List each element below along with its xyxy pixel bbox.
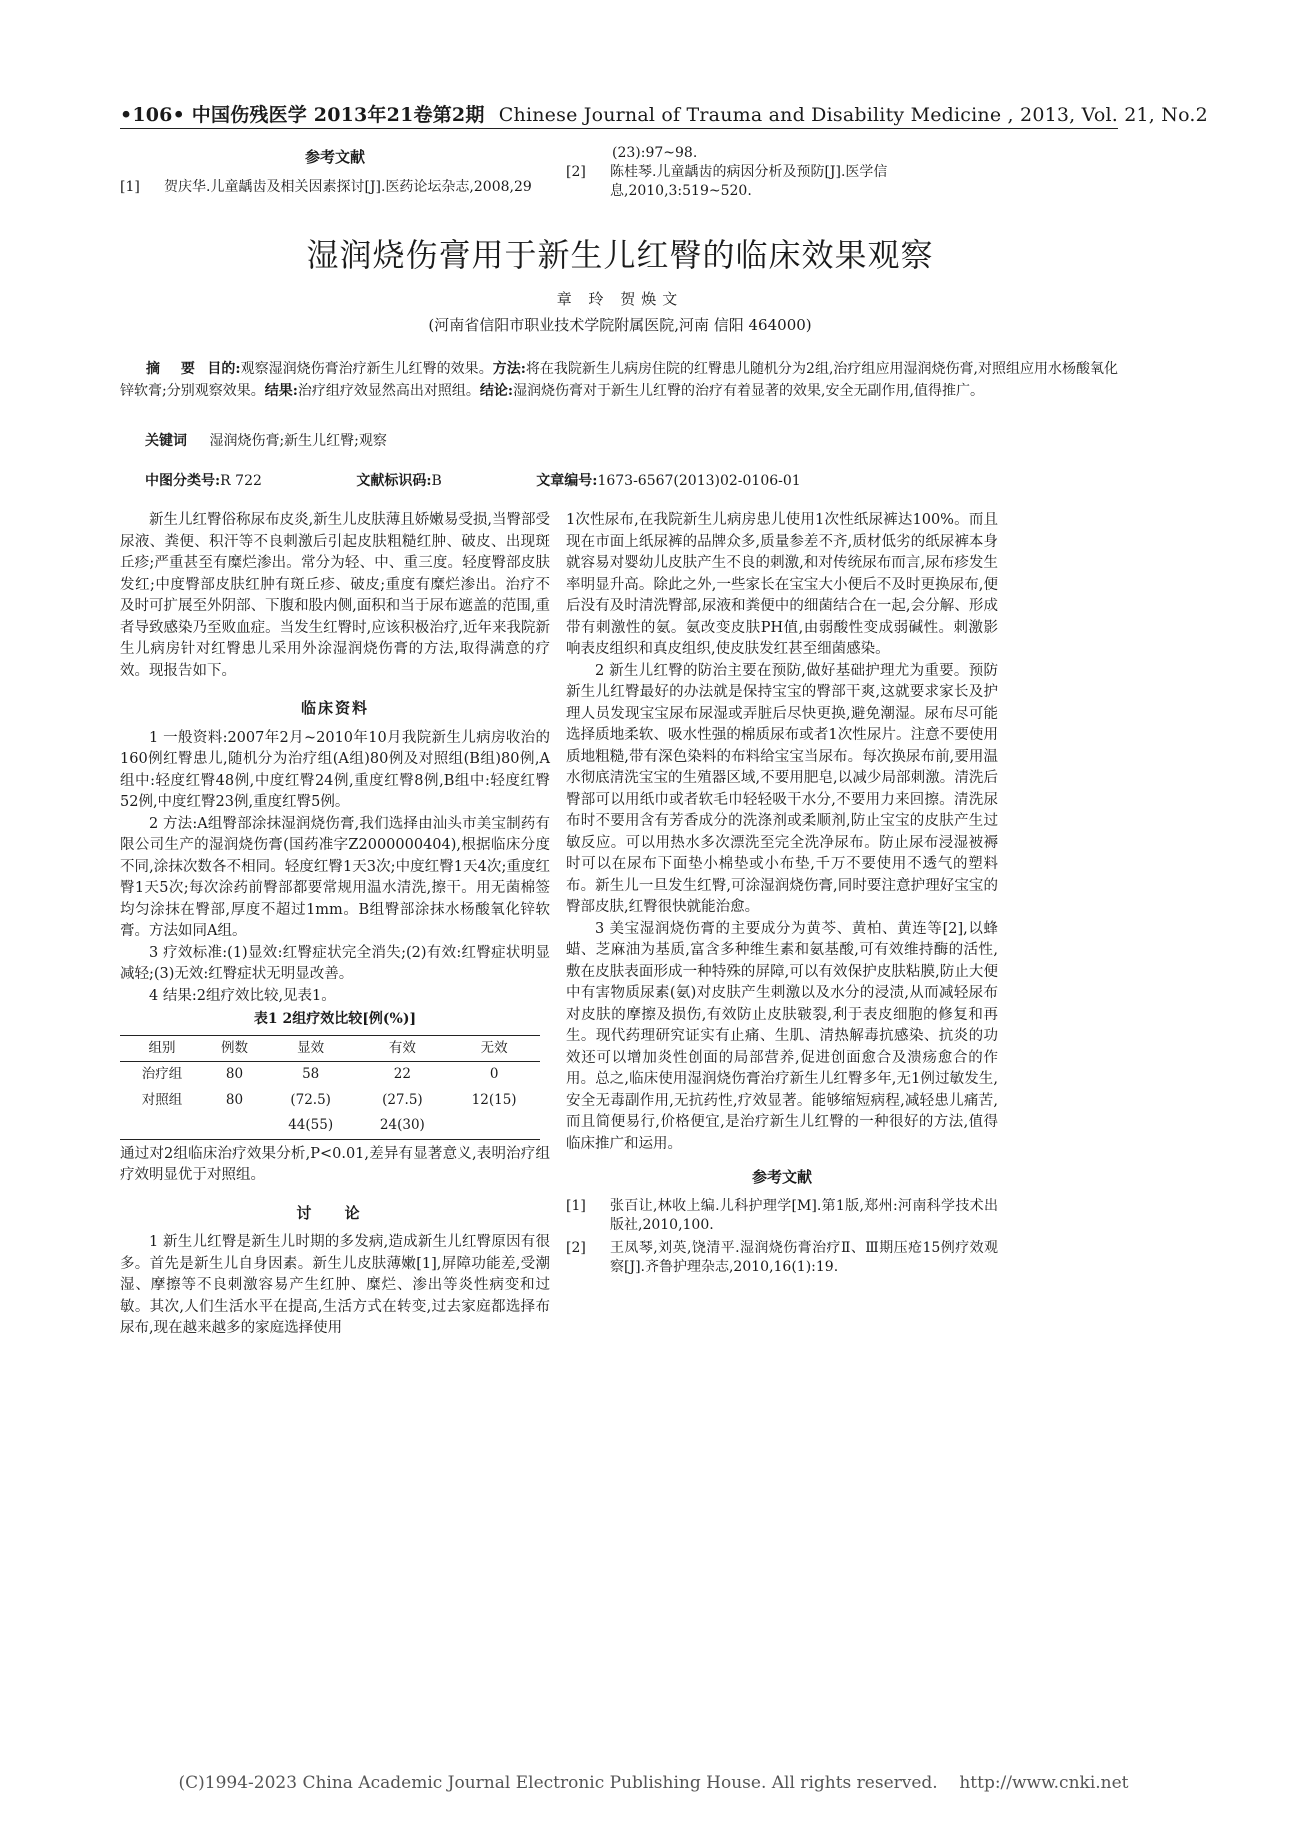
table-cell: 80 <box>225 1091 244 1108</box>
paragraph-results: 4 结果:2组疗效比较,见表1。 <box>149 987 336 1004</box>
header-rule <box>120 128 1118 129</box>
intro-paragraph: 新生儿红臀俗称尿布皮炎,新生儿皮肤薄且娇嫩易受损,当臀部受尿液、粪便、积汗等不良刺激后引起皮肤粗糙红肿、破皮、出现斑丘疹;严重甚至有糜烂渗出。常分为轻、中、重三度。轻度臀部皮肤发红;中度臀部皮肤红肿有斑丘疹、破皮;重度有糜烂渗出。治疗不及时可扩展至外阴部、下腹和股内侧,面积和当于尿布遮盖的范围,重者导致感染乃至败血症。当发生红臀时,应该积极治疗,近年来我院新生儿病房针对红臀患儿采用外涂湿润烧伤膏的方法,取得满意的疗效。现报告如下。 <box>120 512 550 679</box>
table-cell <box>204 1113 265 1139</box>
copyright-footer: (C)1994-2023 China Academic Journal Electronic Publishing House. All rights reserved. http://www.cnki.net <box>178 1773 1129 1793</box>
table-cell: 对照组 <box>141 1091 183 1108</box>
results-table <box>120 1035 540 1140</box>
running-header <box>120 100 1208 127</box>
table-cell: 44(55) <box>288 1117 334 1133</box>
article-title: 湿润烧伤膏用于新生儿红臀的临床效果观察 <box>306 236 934 274</box>
discussion-1-cont: 1次性尿布,在我院新生儿病房患儿使用1次性纸尿裤达100%。而且现在市面上纸尿裤的品牌众多,质量参差不齐,质材低劣的纸尿裤本身就容易对婴幼儿皮肤产生不良的刺激,和对传统尿布而言,尿布疹发生率明显升高。除此之外,一些家长在宝宝大小便后不及时更换尿布,便后没有及时清洗臀部,尿液和粪便中的细菌结合在一起,会分解、形成带有刺激性的氨。氨改变皮肤PH值,由弱酸性变成弱碱性。刺激影响表皮组织和真皮组织,使皮肤发红甚至细菌感染。 <box>566 512 998 657</box>
table-row <box>120 1088 540 1114</box>
doc-label: 文献标识码: <box>356 473 432 489</box>
abstract-result-label: 结果: <box>264 383 298 399</box>
doc-value: B <box>431 473 442 489</box>
table-cell: 12(15) <box>471 1091 517 1108</box>
article-affiliation: (河南省信阳市职业技术学院附属医院,河南 信阳 464000) <box>428 316 812 334</box>
table-row <box>120 1062 540 1088</box>
reference-text: 张百让,林收上编.儿科护理学[M].第1版,郑州:河南科学技术出版社,2010,100. <box>610 1197 998 1233</box>
table-cell: 22 <box>393 1066 411 1082</box>
table-cell: (27.5) <box>382 1091 423 1108</box>
table-title: 表1 2组疗效比较[例(%)] <box>253 1011 417 1027</box>
table-row <box>120 1113 540 1139</box>
top-refs-heading: 参考文献 <box>304 148 365 166</box>
table-cell <box>120 1113 204 1139</box>
classification-line <box>145 470 1105 490</box>
table-cell: (72.5) <box>290 1091 331 1108</box>
section-discussion: 讨 论 <box>296 1203 374 1222</box>
abstract-method-label: 方法: <box>492 361 526 377</box>
top-ref-1-num: [1] <box>120 179 140 195</box>
keywords: 湿润烧伤膏;新生儿红臀;观察 <box>209 433 387 449</box>
refs-heading: 参考文献 <box>751 1168 812 1186</box>
abstract-conclusion: 湿润烧伤膏对于新生儿红臀的治疗有着显著的效果,安全无副作用,值得推广。 <box>513 383 984 399</box>
th-ineffective: 无效 <box>480 1039 508 1056</box>
table-cell: 58 <box>302 1066 320 1082</box>
top-ref-2 <box>566 163 991 201</box>
th-cases: 例数 <box>220 1039 248 1056</box>
abstract-label: 摘 要 <box>146 361 203 377</box>
reference-item <box>566 1197 998 1235</box>
table-cell: 0 <box>489 1066 499 1082</box>
header-cn: •106• 中国伤残医学 2013年21卷第2期 <box>120 104 485 126</box>
paragraph-general: 1 一般资料:2007年2月~2010年10月我院新生儿病房收治的160例红臀患儿,随机分为治疗组(A组)80例及对照组(B组)80例,A组中:轻度红臀48例,中度红臀24例,重度红臀8例,B组中:轻度红臀52例,中度红臀23例,重度红臀5例。 <box>120 729 550 810</box>
reference-text: 王凤琴,刘英,饶清平.湿润烧伤膏治疗Ⅱ、Ⅲ期压疮15例疗效观察[J].齐鲁护理杂志,2010,16(1):19. <box>610 1239 998 1275</box>
art-value: 1673-6567(2013)02-0106-01 <box>597 473 801 489</box>
clc-label: 中图分类号: <box>145 473 221 489</box>
abstract-method: 将在我院新生儿病房住院的红臀患儿随机分为2组,治疗组应用湿润烧伤膏,对照组应用水杨酸氧化锌软膏;分别观察效果。 <box>120 361 1119 399</box>
right-column <box>566 510 998 1277</box>
left-column <box>120 510 550 1340</box>
table-cell <box>448 1113 540 1139</box>
reference-num: [1] <box>566 1197 586 1214</box>
reference-item <box>566 1239 998 1277</box>
header-en: Chinese Journal of Trauma and Disability Medicine , 2013, Vol. 21, No.2 <box>498 104 1208 126</box>
th-group: 组别 <box>148 1039 176 1056</box>
reference-num: [2] <box>566 1239 586 1256</box>
art-label: 文章编号: <box>536 473 598 489</box>
top-ref-cont: (23):97~98. <box>612 145 698 161</box>
discussion-3: 3 美宝湿润烧伤膏的主要成分为黄芩、黄柏、黄连等[2],以蜂蜡、芝麻油为基质,富含多种维生素和氨基酸,可有效维持酶的活性,敷在皮肤表面形成一种特殊的屏障,可以有效保护皮肤粘膜,防止大便中有害物质尿素(氨)对皮肤产生刺激以及水分的浸渍,从而减轻尿布对皮肤的摩擦及损伤,有效防止皮肤皲裂,利于表皮细胞的修复和再生。现代药理研究证实有止痛、生肌、清热解毒抗感染、抗炎的功效还可以增加炎性创面的局部营养,促进创面愈合及溃疡愈合的作用。总之,临床使用湿润烧伤膏治疗新生儿红臀多年,无1例过敏发生,安全无毒副作用,无抗药性,疗效显著。能够缩短病程,减轻患儿痛苦,而且简便易行,价格便宜,是治疗新生儿红臀的一种很好的方法,值得临床推广和运用。 <box>566 920 998 1152</box>
top-ref-1 <box>120 178 600 197</box>
table-conclusion: 通过对2组临床治疗效果分析,P<0.01,差异有显著意义,表明治疗组疗效明显优于对照组。 <box>120 1145 550 1183</box>
th-effective: 有效 <box>388 1039 416 1056</box>
top-ref-2-text: 陈桂琴.儿童龋齿的病因分析及预防[J].医学信息,2010,3:519~520. <box>610 164 888 199</box>
abstract-objective-label: 目的: <box>207 361 241 377</box>
section-clinical-data: 临床资料 <box>300 699 369 717</box>
keywords-line <box>145 430 387 450</box>
table-cell: 治疗组 <box>141 1066 183 1082</box>
discussion-1: 1 新生儿红臀是新生儿时期的多发病,造成新生儿红臀原因有很多。首先是新生儿自身因素。新生儿皮肤薄嫩[1],屏障功能差,受潮湿、摩擦等不良刺激容易产生红肿、糜烂、渗出等炎性病变和过敏。其次,人们生活水平在提高,生活方式在转变,过去家庭都选择布尿布,现在越来越多的家庭选择使用 <box>120 1234 550 1336</box>
clc-value: R 722 <box>220 473 262 489</box>
table-cell: 80 <box>225 1066 244 1082</box>
abstract-conclusion-label: 结论: <box>479 383 514 399</box>
paragraph-criteria: 3 疗效标准:(1)显效:红臀症状完全消失;(2)有效:红臀症状明显减轻;(3)无效:红臀症状无明显改善。 <box>120 944 550 982</box>
table-cell: 24(30) <box>379 1117 425 1133</box>
top-ref-2-num: [2] <box>566 164 586 180</box>
abstract-result: 治疗组疗效显然高出对照组。 <box>297 383 480 399</box>
keywords-label: 关键词 <box>145 433 187 449</box>
article-authors: 章 玲 贺焕文 <box>556 290 684 308</box>
abstract-objective: 观察湿润烧伤膏治疗新生儿红臀的效果。 <box>240 361 493 377</box>
table-header-row <box>120 1035 540 1062</box>
discussion-2: 2 新生儿红臀的防治主要在预防,做好基础护理尤为重要。预防新生儿红臀最好的办法就是保持宝宝的臀部干爽,这就要求家长及护理人员发现宝宝尿布尿湿或弄脏后尽快更换,避免潮湿。尿布尽可能选择质地柔软、吸水性强的棉质尿布或者1次性尿片。注意不要使用质地粗糙,带有深色染料的布料给宝宝当尿布。每次换尿布前,要用温水彻底清洗宝宝的生殖器区域,不要用肥皂,以减少局部刺激。清洗后臀部可以用纸巾或者软毛巾轻轻吸干水分,不要用力来回擦。清洗尿布时不要用含有芳香成分的洗涤剂或柔顺剂,防止宝宝的皮肤产生过敏反应。可以用热水多次漂洗至完全洗净尿布。防止尿布浸湿被褥时可以在尿布下面垫小棉垫或小布垫,千万不要使用不透气的塑料布。新生儿一旦发生红臀,可涂湿润烧伤膏,同时要注意护理好宝宝的臀部皮肤,红臀很快就能治愈。 <box>566 662 998 915</box>
th-marked: 显效 <box>297 1039 325 1056</box>
top-ref-1-text: 贺庆华.儿童龋齿及相关因素探讨[J].医药论坛杂志,2008,29 <box>164 179 532 195</box>
abstract <box>120 358 1118 402</box>
paragraph-method: 2 方法:A组臀部涂抹湿润烧伤膏,我们选择由汕头市美宝制药有限公司生产的湿润烧伤膏(国药准字Z2000000404),根据临床分度不同,涂抹次数各不相同。轻度红臀1天3次;中度红臀1天4次;重度红臀1天5次;每次涂药前臀部都要常规用温水清洗,擦干。用无菌棉签均匀涂抹在臀部,厚度不超过1mm。B组臀部涂抹水杨酸氧化锌软膏。方法如同A组。 <box>120 815 550 939</box>
